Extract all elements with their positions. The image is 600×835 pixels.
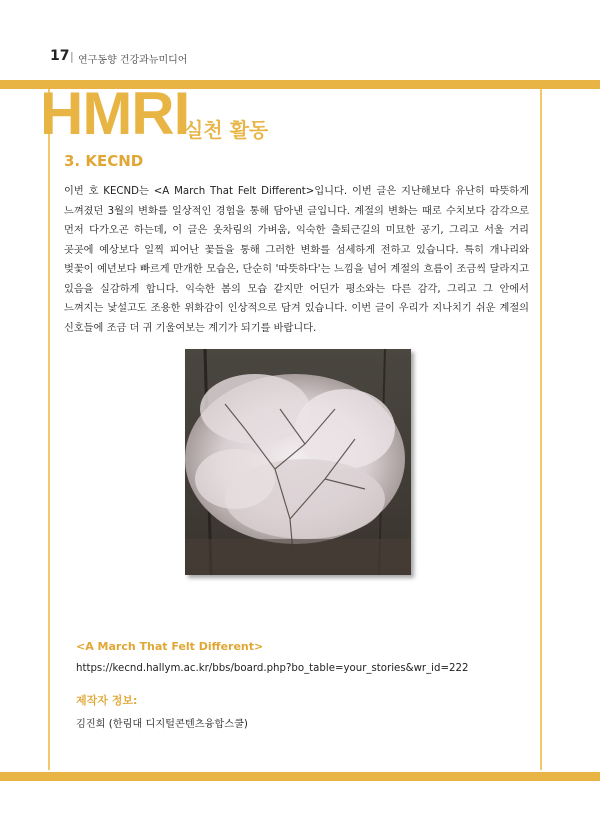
page-number: 17 <box>50 48 70 64</box>
banner-subtitle: 실천 활동 <box>184 118 269 142</box>
author-name: 김진희 (한림대 디지털콘텐츠융합스쿨) <box>76 719 248 730</box>
body-paragraph: 이번 호 KECND는 <A March That Felt Different>입니다. 이번 글은 지난해보다 유난히 따뜻하게 느껴졌던 3월의 변화를 일상적인 경험을 통해 담아낸 글입니다. 계절의 변화는 때로 수치보다 감각으로 먼저 다가오곤 하는데, 이 글은 옷차림의 가벼움, 익숙한 출퇴근길의 미묘한 공기, 그리고 서울 거리 곳곳에 예상보다 일찍 피어난 꽃들을 통해 그러한 변화를 섬세하게 전하고 있습니다. 특히 개나리와 벚꽃이 예년보다 빠르게 만개한 모습은, 단순히 '따뜻하다'는 느낌을 넘어 계절의 흐름이 조금씩 달라지고 있음을 실감하게 합니다. 익숙한 봄의 모습 같지만 어딘가 평소와는 다른 감각, 그리고 그 안에서 느껴지는 낯설고도 조용한 위화감이 인상적으로 담겨 있습니다. 이번 글이 우리가 지나치기 쉬운 계절의 신호들에 조금 더 귀 기울여보는 계기가 되기를 바랍니다. <box>64 186 529 334</box>
hmri-logo: HMRI <box>40 80 190 147</box>
header-separator: | <box>70 50 74 63</box>
story-url-link[interactable]: https://kecnd.hallym.ac.kr/bbs/board.php?bo_table=your_stories&wr_id=222 <box>76 663 469 674</box>
cherry-blossom-photo <box>185 349 411 575</box>
bottom-gold-band <box>0 772 600 781</box>
story-link-title: <A March That Felt Different> <box>76 640 264 653</box>
section-title: 3. KECND <box>64 152 144 170</box>
author-info-heading: 제작자 정보: <box>76 694 138 707</box>
publication-title: 연구동향 건강과뉴미디어 <box>78 55 188 66</box>
